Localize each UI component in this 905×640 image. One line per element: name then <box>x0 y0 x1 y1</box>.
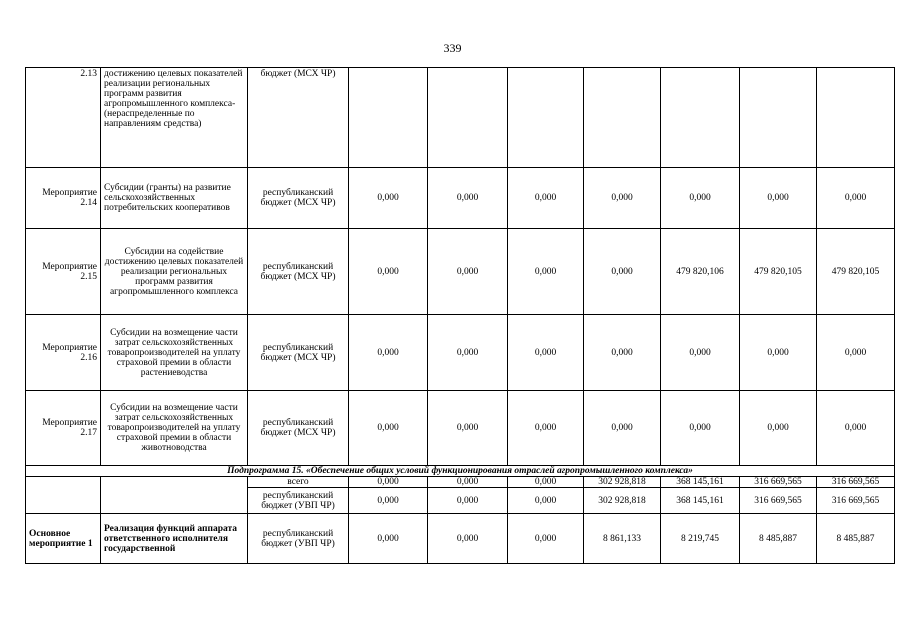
value-cell: 0,000 <box>584 168 661 229</box>
value-cell: 0,000 <box>661 391 740 466</box>
value-cell: 0,000 <box>428 315 508 391</box>
total-value: 368 145,161 <box>661 477 740 488</box>
budget-value: 316 669,565 <box>817 488 895 514</box>
value-cell <box>428 68 508 168</box>
value-cell <box>661 68 740 168</box>
funding-source: республиканский бюджет (МСХ ЧР) <box>248 229 349 315</box>
activity-name: Субсидии на возмещение части затрат сельскохозяйственных товаропроизводителей на уплату страховой премии в области растениеводства <box>101 315 248 391</box>
value-cell: 0,000 <box>508 514 584 564</box>
subprogram-title: Подпрограмма 15. «Обеспечение общих условий функционирования отраслей агропромышленного комплекса» <box>26 466 895 477</box>
value-cell: 0,000 <box>349 514 428 564</box>
page-number: 339 <box>443 41 462 55</box>
value-cell: 0,000 <box>508 315 584 391</box>
value-cell <box>584 68 661 168</box>
table-row <box>26 168 895 229</box>
table-row <box>26 68 895 168</box>
value-cell <box>817 68 895 168</box>
value-cell: 479 820,105 <box>740 229 817 315</box>
funding-source: бюджет (МСХ ЧР) <box>248 68 349 168</box>
subprogram-heading-row <box>26 466 895 477</box>
value-cell: 0,000 <box>740 168 817 229</box>
value-cell: 0,000 <box>428 229 508 315</box>
value-cell: 0,000 <box>508 229 584 315</box>
activity-name: Субсидии (гранты) на развитие сельскохозяйственных потребительских кооперативов <box>101 168 248 229</box>
total-value: 0,000 <box>508 477 584 488</box>
value-cell: 8 485,887 <box>740 514 817 564</box>
value-cell: 479 820,105 <box>817 229 895 315</box>
value-cell: 0,000 <box>740 391 817 466</box>
total-value: 0,000 <box>428 477 508 488</box>
activity-name: Субсидии на содействие достижению целевых показателей реализации региональных программ развития агропромышленного комплекса <box>101 229 248 315</box>
value-cell: 0,000 <box>349 315 428 391</box>
empty-name-cell <box>101 477 248 514</box>
value-cell <box>349 68 428 168</box>
budget-value: 302 928,818 <box>584 488 661 514</box>
subprogram-total-row <box>26 477 895 488</box>
value-cell: 0,000 <box>428 168 508 229</box>
activity-code: Мероприятие 2.14 <box>26 168 101 229</box>
value-cell: 8 485,887 <box>817 514 895 564</box>
budget-value: 0,000 <box>349 488 428 514</box>
empty-code-cell <box>26 477 101 514</box>
value-cell: 0,000 <box>428 514 508 564</box>
funding-source: республиканский бюджет (МСХ ЧР) <box>248 168 349 229</box>
budget-value: 0,000 <box>428 488 508 514</box>
budget-value: 0,000 <box>508 488 584 514</box>
funding-source: республиканский бюджет (УВП ЧР) <box>248 514 349 564</box>
table-row <box>26 391 895 466</box>
budget-value: 316 669,565 <box>740 488 817 514</box>
activity-code: Мероприятие 2.16 <box>26 315 101 391</box>
value-cell: 0,000 <box>349 168 428 229</box>
total-label: всего <box>248 477 349 488</box>
value-cell: 0,000 <box>740 315 817 391</box>
value-cell <box>508 68 584 168</box>
main-activity-name: Реализация функций аппарата ответственного исполнителя государственной <box>101 514 248 564</box>
budget-value: 368 145,161 <box>661 488 740 514</box>
activity-code: 2.13 <box>26 68 101 168</box>
value-cell: 0,000 <box>584 391 661 466</box>
value-cell: 0,000 <box>817 168 895 229</box>
table-row <box>26 315 895 391</box>
value-cell: 0,000 <box>817 391 895 466</box>
total-value: 316 669,565 <box>740 477 817 488</box>
funding-source: республиканский бюджет (МСХ ЧР) <box>248 391 349 466</box>
value-cell: 0,000 <box>661 168 740 229</box>
value-cell: 0,000 <box>817 315 895 391</box>
activity-code: Мероприятие 2.15 <box>26 229 101 315</box>
value-cell: 0,000 <box>584 229 661 315</box>
value-cell <box>740 68 817 168</box>
value-cell: 0,000 <box>428 391 508 466</box>
main-activity-code: Основное мероприятие 1 <box>26 514 101 564</box>
total-value: 302 928,818 <box>584 477 661 488</box>
total-value: 0,000 <box>349 477 428 488</box>
activity-name: достижению целевых показателей реализации региональных программ развития агропромышленного комплекса- (нераспределенные по направлениям средства) <box>101 68 248 168</box>
budget-table <box>25 67 895 564</box>
activity-code: Мероприятие 2.17 <box>26 391 101 466</box>
value-cell: 0,000 <box>584 315 661 391</box>
main-activity-row <box>26 514 895 564</box>
value-cell: 0,000 <box>349 391 428 466</box>
value-cell: 0,000 <box>508 168 584 229</box>
value-cell: 8 219,745 <box>661 514 740 564</box>
value-cell: 0,000 <box>508 391 584 466</box>
value-cell: 8 861,133 <box>584 514 661 564</box>
value-cell: 0,000 <box>661 315 740 391</box>
value-cell: 479 820,106 <box>661 229 740 315</box>
total-value: 316 669,565 <box>817 477 895 488</box>
funding-source: республиканский бюджет (УВП ЧР) <box>248 488 349 514</box>
funding-source: республиканский бюджет (МСХ ЧР) <box>248 315 349 391</box>
activity-name: Субсидии на возмещение части затрат сельскохозяйственных товаропроизводителей на уплату страховой премии в области животноводства <box>101 391 248 466</box>
value-cell: 0,000 <box>349 229 428 315</box>
table-row <box>26 229 895 315</box>
